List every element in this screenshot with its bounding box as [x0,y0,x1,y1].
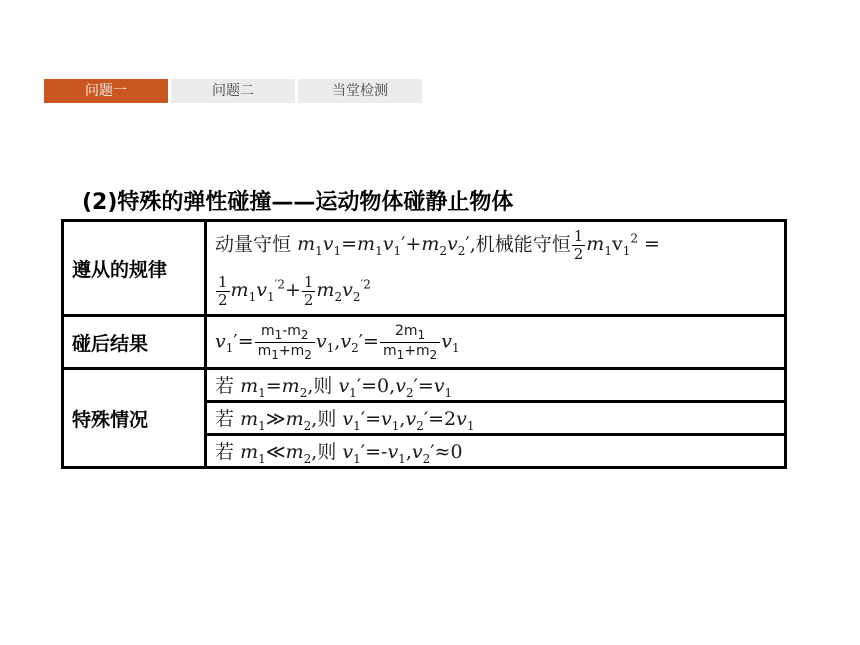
energy-equation-part2: $\frac{1}{2}$ $m_1v_1^{'2}+$ $\frac{1}{2}$ $m_2v_2^{'2}$ [218,272,371,309]
table-row [63,221,786,316]
special-case-much-less: 若 $m_1≪m_2$,则 $v_1'=-v_1,v_2'\approx 0$ [206,435,786,468]
special-case-equal: 若 $m_1=m_2$,则 $v_1'=0,v_2'=v_1$ [206,369,786,402]
row-label-result: 碰后结果 [63,316,206,369]
momentum-label: 动量守恒 [215,233,292,256]
tab-question-1[interactable]: 问题一 [44,79,168,103]
table-row [63,316,786,369]
case-then: 则 [317,440,337,463]
case-prefix: 若 [215,407,235,430]
tab-question-2[interactable]: 问题二 [171,79,295,103]
energy-label: 机械能守恒 [475,233,571,256]
case-prefix: 若 [215,374,235,397]
row-label-law: 遵从的规律 [63,221,206,316]
table-row [63,369,786,402]
row-label-special: 特殊情况 [63,369,206,468]
law-line-1 [215,222,776,268]
special-case-much-greater: 若 $m_1≫m_2$,则 $v_1'=v_1,v_2'=2v_1$ [206,402,786,435]
result-formula: $v_1'=$ $\frac{m_1-m_2}{m_1+m_2}$ $v_1,v_2'=$ $\frac{2m_1}{m_1+m_2}$ $v_1$ [206,316,786,369]
case-then: 则 [313,374,333,397]
tab-bar [44,79,425,103]
section-heading: (2)特殊的弹性碰撞——运动物体碰静止物体 [82,190,514,215]
law-content [206,221,786,316]
case-then: 则 [317,407,337,430]
case-prefix: 若 [215,440,235,463]
tab-class-test[interactable]: 当堂检测 [298,79,422,103]
momentum-equation: $m_1v_1=m_1v_1'+m_2v_2'$ [297,233,470,259]
law-comma: , [469,233,476,256]
collision-table [61,219,787,469]
energy-equation-part1: $\frac{1}{2}$ $m_1v_1^2$ = [573,226,660,263]
law-line-2 [215,268,776,314]
